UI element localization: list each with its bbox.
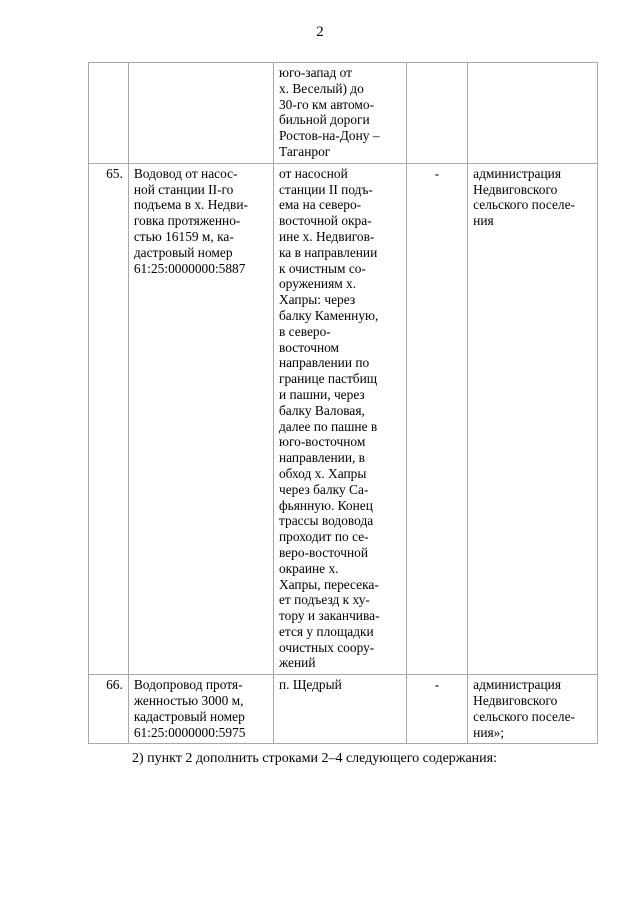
text-line: ка в направлении — [278, 244, 378, 260]
text-line: Таганрог — [278, 143, 331, 159]
text-line: тору и заканчива- — [278, 608, 380, 624]
text-line: юго-восточном — [278, 434, 366, 450]
row-number: 65. — [106, 165, 123, 181]
text-line: Недвиговского — [473, 693, 558, 709]
row-number: 66. — [106, 677, 123, 693]
text-line: ния — [473, 213, 494, 229]
text-line: направлении по — [278, 355, 370, 371]
object-name-cell — [128, 675, 273, 744]
text-line: далее по пашне в — [278, 418, 378, 434]
text-line: трассы водовода — [278, 513, 374, 529]
text-line: от насосной — [278, 165, 348, 181]
text-line: Водопровод протя- — [133, 677, 243, 693]
text-line: администрация — [473, 165, 561, 181]
page-number: 2 — [316, 24, 324, 40]
object-name-cell — [128, 163, 273, 675]
text-line: в северо- — [278, 323, 331, 339]
text-line: п. Щедрый — [278, 677, 342, 693]
dash-mark: - — [434, 677, 440, 693]
route-description-cell — [273, 675, 406, 744]
text-line: ной станции II-го — [133, 181, 234, 197]
text-line: 61:25:0000000:5975 — [133, 724, 246, 740]
owner-cell — [468, 675, 598, 744]
text-line: направлении, в — [278, 450, 366, 466]
text-line: женностью 3000 м, — [133, 693, 244, 709]
text-line: жений — [278, 655, 316, 671]
text-line: балку Каменную, — [278, 307, 379, 323]
dash-cell — [406, 163, 467, 675]
text-line: Хапры: через — [278, 292, 356, 308]
dash-cell — [406, 63, 467, 164]
registry-table — [88, 62, 598, 744]
text-line: ине х. Недвигов- — [278, 228, 375, 244]
text-line: веро-восточной — [278, 544, 369, 560]
text-line: х. Веселый) до — [278, 80, 364, 96]
text-line: станции II подъ- — [278, 181, 373, 197]
amendment-note: 2) пункт 2 дополнить строками 2–4 следующего содержания: — [132, 751, 497, 766]
text-line: оружениям х. — [278, 276, 357, 292]
text-line: восточном — [278, 339, 340, 355]
text-line: Хапры, пересека- — [278, 576, 379, 592]
row-number-cell — [89, 675, 129, 744]
route-description-cell — [273, 163, 406, 675]
row-number-cell — [89, 163, 129, 675]
text-line: Ростов-на-Дону – — [278, 128, 380, 144]
text-line: дастровый номер — [133, 244, 233, 260]
text-line: Недвиговского — [473, 181, 558, 197]
owner-cell — [468, 163, 598, 675]
text-line: через балку Са- — [278, 481, 369, 497]
text-line: проходит по се- — [278, 529, 369, 545]
text-line: подъема в х. Недви- — [133, 197, 248, 213]
text-line: говка протяженно- — [133, 213, 241, 229]
text-line: ема на северо- — [278, 197, 362, 213]
text-line: стью 16159 м, ка- — [133, 228, 234, 244]
table-row — [89, 63, 598, 164]
text-line: Водовод от насос- — [133, 165, 238, 181]
text-line: балку Валовая, — [278, 402, 365, 418]
dash-mark: - — [434, 165, 440, 181]
text-line: 30-го км автомо- — [278, 96, 375, 112]
text-line: ния»; — [473, 724, 505, 740]
text-line: бильной дороги — [278, 112, 370, 128]
text-line: ется у площадки — [278, 623, 374, 639]
text-line: к очистным со- — [278, 260, 366, 276]
text-line: ет подъезд к ху- — [278, 592, 370, 608]
text-line: окраине х. — [278, 560, 339, 576]
text-line: сельского поселе- — [473, 197, 575, 213]
text-line: обход х. Хапры — [278, 465, 367, 481]
text-line: администрация — [473, 677, 561, 693]
text-line: фьянную. Конец — [278, 497, 373, 513]
owner-cell — [468, 63, 598, 164]
text-line: 61:25:0000000:5887 — [133, 260, 246, 276]
text-line: юго-запад от — [278, 65, 352, 80]
object-name-cell — [128, 63, 273, 164]
row-number-cell — [89, 63, 129, 164]
text-line: границе пастбищ — [278, 371, 378, 387]
text-line: восточной окра- — [278, 213, 372, 229]
table-row — [89, 163, 598, 675]
text-line: и пашни, через — [278, 386, 365, 402]
text-line: кадастровый номер — [133, 708, 245, 724]
table-row — [89, 675, 598, 744]
text-line: сельского поселе- — [473, 708, 575, 724]
route-description-cell — [273, 63, 406, 164]
text-line: очистных соору- — [278, 639, 375, 655]
dash-cell — [406, 675, 467, 744]
